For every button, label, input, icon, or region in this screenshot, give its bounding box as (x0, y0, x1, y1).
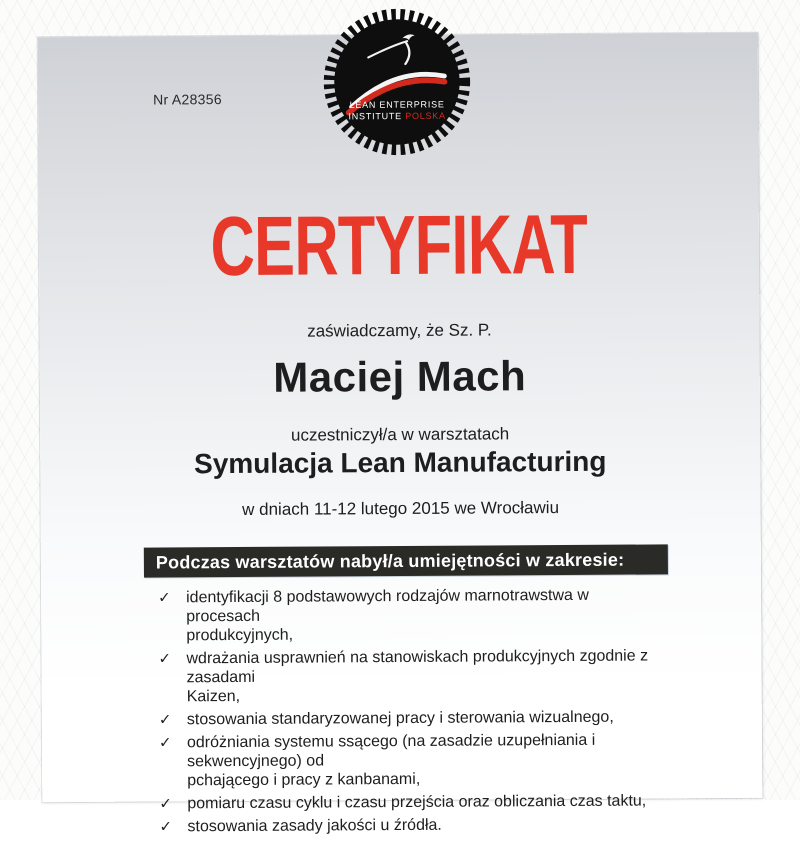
skill-text: stosowania standaryzowanej pracy i sterowania wizualnego, (186, 708, 614, 729)
certificate-page (38, 33, 763, 836)
checkmark-icon: ✓ (159, 818, 173, 836)
lean-enterprise-institute-seal (320, 6, 473, 159)
skills-header-bar: Podczas warsztatów nabył/a umiejętności w zakresie: (144, 544, 668, 577)
skill-list-item (156, 585, 686, 645)
seal-text-line1: LEAN ENTERPRISE (349, 99, 445, 110)
checkmark-icon: ✓ (158, 589, 171, 607)
checkmark-icon: ✓ (158, 734, 172, 752)
workshop-title: Symulacja Lean Manufacturing (194, 445, 607, 480)
skill-text: identyfikacji 8 podstawowych rodzajów marnotrawstwa w procesach produkcyjnych, (186, 586, 589, 645)
checkmark-icon: ✓ (158, 650, 172, 668)
seal-text-polska: POLSKA (405, 110, 446, 122)
skill-list-item (157, 791, 687, 813)
participation-line: uczestniczył/a w warsztatach (290, 424, 510, 445)
recipient-name: Maciej Mach (273, 352, 527, 401)
checkmark-icon: ✓ (159, 795, 172, 813)
skill-text: wdrażania usprawnień na stanowiskach produkcyjnych zgodnie z zasadami Kaizen, (186, 647, 649, 706)
skill-list-item (157, 814, 687, 836)
skill-text: pomiaru czasu cyklu i czasu przejścia oraz obliczania czas taktu, (187, 792, 647, 813)
seal-graphic (320, 6, 473, 159)
date-location-line: w dniach 11-12 lutego 2015 we Wrocławiu (242, 498, 560, 519)
seal-text-line2 (348, 111, 445, 122)
skill-list-item (157, 730, 687, 790)
skills-list (156, 585, 688, 840)
skill-list-item (156, 646, 686, 706)
seal-text-institute: INSTITUTE (348, 111, 402, 122)
skill-list-item (157, 707, 687, 729)
checkmark-icon: ✓ (158, 711, 172, 729)
skill-text: odróżniania systemu ssącego (na zasadzie uzupełniania i sekwencyjnego) od pchającego i pracy z kanbanami, (186, 731, 596, 790)
certificate-title: CERTYFIKAT (210, 196, 588, 294)
skill-text: stosowania zasady jakości u źródła. (187, 816, 442, 836)
intro-line: zaświadczamy, że Sz. P. (307, 320, 492, 341)
certificate-number: Nr A28356 (153, 91, 222, 108)
